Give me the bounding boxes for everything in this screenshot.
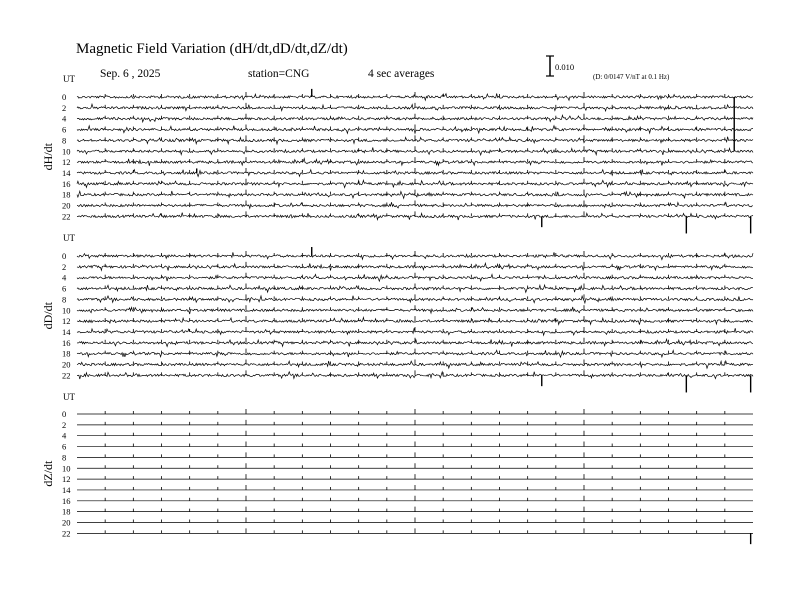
hour-tick-label: 4 — [62, 272, 67, 283]
hour-tick-label: 14 — [62, 484, 71, 495]
hour-tick-label: 8 — [62, 452, 67, 463]
y-axis-label: dH/dt — [41, 143, 55, 171]
ut-label: UT — [63, 74, 75, 84]
hour-tick-label: 8 — [62, 294, 67, 305]
hour-tick-label: 0 — [62, 92, 67, 102]
hour-tick-label: 18 — [62, 348, 71, 359]
hour-tick-label: 6 — [62, 441, 67, 452]
hour-tick-label: 18 — [62, 189, 71, 200]
y-axis-label: dD/dt — [41, 302, 55, 330]
averages-label: 4 sec averages — [368, 68, 435, 80]
hour-tick-label: 20 — [62, 517, 71, 528]
panel-dH-dt — [41, 74, 753, 233]
scale-bar — [546, 56, 554, 76]
hour-tick-label: 8 — [62, 135, 67, 146]
ut-label: UT — [63, 392, 75, 402]
hour-tick-label: 4 — [62, 430, 67, 441]
scale-value-label: 0.010 — [555, 62, 575, 72]
hour-tick-label: 20 — [62, 200, 71, 211]
hour-tick-label: 2 — [62, 102, 67, 113]
hour-tick-label: 22 — [62, 211, 71, 222]
hour-tick-label: 12 — [62, 474, 71, 485]
hour-tick-label: 22 — [62, 528, 71, 539]
panels-group — [41, 74, 753, 544]
hour-tick-label: 14 — [62, 326, 71, 337]
hour-tick-label: 6 — [62, 283, 67, 294]
hour-tick-label: 2 — [62, 419, 67, 430]
hour-tick-label: 6 — [62, 124, 67, 135]
hour-tick-label: 10 — [62, 463, 71, 474]
hour-tick-label: 20 — [62, 359, 71, 370]
chart-title: Magnetic Field Variation (dH/dt,dD/dt,dZ/dt) — [76, 41, 348, 57]
y-axis-label: dZ/dt — [41, 460, 55, 487]
hour-tick-label: 0 — [62, 251, 67, 261]
hour-tick-label: 22 — [62, 370, 71, 381]
date-label: Sep. 6 , 2025 — [100, 68, 161, 80]
station-label: station=CNG — [248, 68, 310, 80]
panel-dD-dt — [41, 233, 753, 392]
hour-tick-label: 10 — [62, 146, 71, 157]
hour-tick-label: 16 — [62, 337, 71, 348]
scale-note-label: (D: 0/0147 V/nT at 0.1 Hz) — [593, 73, 670, 81]
panel-dZ-dt — [41, 392, 753, 544]
ut-label: UT — [63, 233, 75, 243]
hour-tick-label: 18 — [62, 506, 71, 517]
hour-tick-label: 14 — [62, 167, 71, 178]
hour-tick-label: 16 — [62, 495, 71, 506]
hour-tick-label: 2 — [62, 261, 67, 272]
hour-tick-label: 12 — [62, 157, 71, 168]
hour-tick-label: 0 — [62, 409, 67, 419]
hour-tick-label: 12 — [62, 316, 71, 327]
hour-tick-label: 4 — [62, 113, 67, 124]
hour-tick-label: 16 — [62, 178, 71, 189]
hour-tick-label: 10 — [62, 305, 71, 316]
